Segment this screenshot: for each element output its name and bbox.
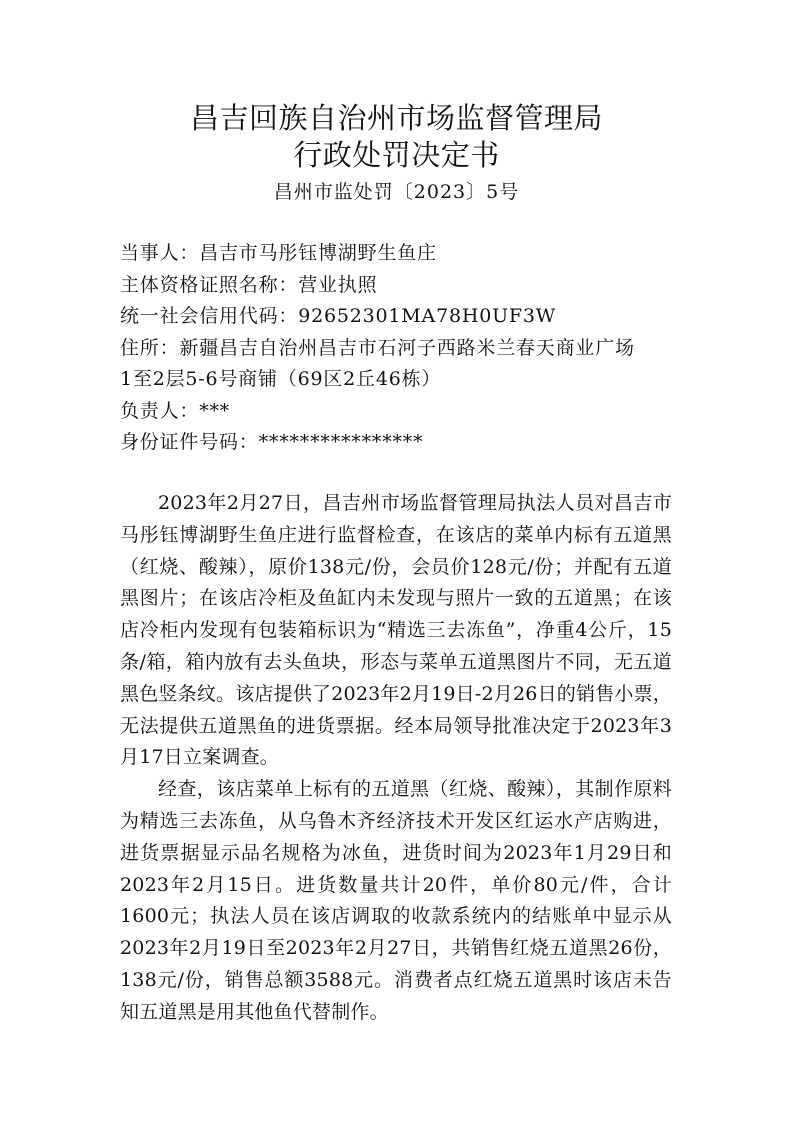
agency-title: 昌吉回族自治州市场监督管理局 [189, 101, 603, 135]
document-body [120, 488, 672, 1029]
responsible-person: 负责人：*** [120, 399, 231, 422]
body-paragraph-2: 经查，该店菜单上标有的五道黑（红烧、酸辣），其制作原料为精选三去冻鱼，从乌鲁木齐经济技术开发区红运水产店购进，进货票据显示品名规格为冰鱼，进货时间为2023年1月29日和2023年2月15日。进货数量共计20件，单价80元/件，合计1600元；执法人员在该店调取的收款系统内的结账单中显示从2023年2月19日至2023年2月27日，共销售红烧五道黑26份，138元/份，销售总额3588元。消费者点红烧五道黑时该店未告知五道黑是用其他鱼代替制作。 [120, 778, 672, 1023]
party-info [120, 238, 690, 459]
document-title: 行政处罚决定书 [293, 138, 500, 172]
body-paragraph-1: 2023年2月27日，昌吉州市场监督管理局执法人员对昌吉市马彤钰博湖野生鱼庄进行监督检查，在该店的菜单内标有五道黑（红烧、酸辣），原价138元/份，会员价128元/份；并配有五道黑图片；在该店冷柜及鱼缸内未发现与照片一致的五道黑；在该店冷柜内发现有包装箱标识为“精选三去冻鱼”，净重4公斤，15条/箱，箱内放有去头鱼块，形态与菜单五道黑图片不同，无五道黑色竖条纹。该店提供了2023年2月19日-2月26日的销售小票，无法提供五道黑鱼的进货票据。经本局领导批准决定于2023年3月17日立案调查。 [120, 492, 672, 769]
party-name: 当事人：昌吉市马彤钰博湖野生鱼庄 [120, 242, 437, 264]
document-number: 昌州市监处罚〔2023〕5号 [273, 181, 520, 203]
address-line-1: 住所：新疆昌吉自治州昌吉市石河子西路米兰春天商业广场 [120, 336, 635, 359]
license-type: 主体资格证照名称：营业执照 [120, 273, 378, 296]
credit-code: 统一社会信用代码：92652301MA78H0UF3W [120, 305, 557, 327]
id-number: 身份证件号码：**************** [120, 431, 424, 453]
address-line-2: 1至2层5-6号商铺（69区2丘46栋） [120, 368, 442, 390]
